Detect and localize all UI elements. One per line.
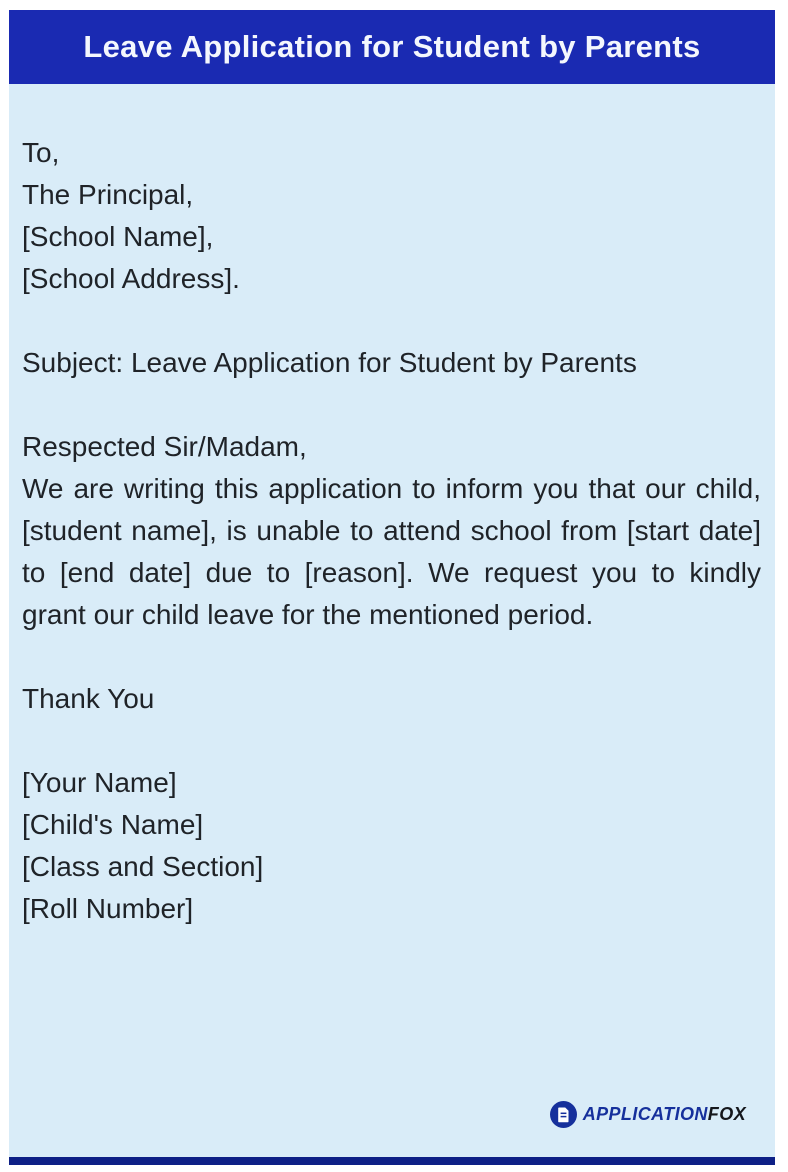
signature-block (22, 762, 761, 930)
recipient-block (22, 132, 761, 300)
subject-line: Subject: Leave Application for Student by Parents (22, 347, 637, 378)
signature-line: [Roll Number] (22, 893, 194, 924)
page-title: Leave Application for Student by Parents (83, 29, 701, 64)
document-icon (550, 1101, 577, 1128)
salutation: Respected Sir/Madam, (22, 431, 307, 462)
brand-wordmark (583, 1093, 746, 1135)
brand-wordmark-secondary: FOX (707, 1104, 746, 1124)
brand-wordmark-primary: APPLICATION (582, 1104, 708, 1124)
page-title-bar (9, 10, 775, 84)
signature-line: [Class and Section] (22, 851, 264, 882)
recipient-line: [School Name], (22, 221, 214, 252)
closing-line: Thank You (22, 683, 155, 714)
recipient-line: [School Address]. (22, 263, 240, 294)
signature-line: [Your Name] (22, 767, 177, 798)
signature-line: [Child's Name] (22, 809, 204, 840)
applicationfox-logo (550, 1093, 746, 1135)
footer-accent-bar (9, 1157, 775, 1165)
recipient-line: The Principal, (22, 179, 194, 210)
recipient-line: To, (22, 137, 60, 168)
letter-body (9, 84, 775, 1157)
body-paragraph: We are writing this application to inform you that our child, [student name], is unable to attend school from [start date] to [end date] due to [reason]. We request you to kindly grant our child leave for the mentioned period. (22, 473, 761, 630)
salutation-and-body (22, 426, 761, 636)
